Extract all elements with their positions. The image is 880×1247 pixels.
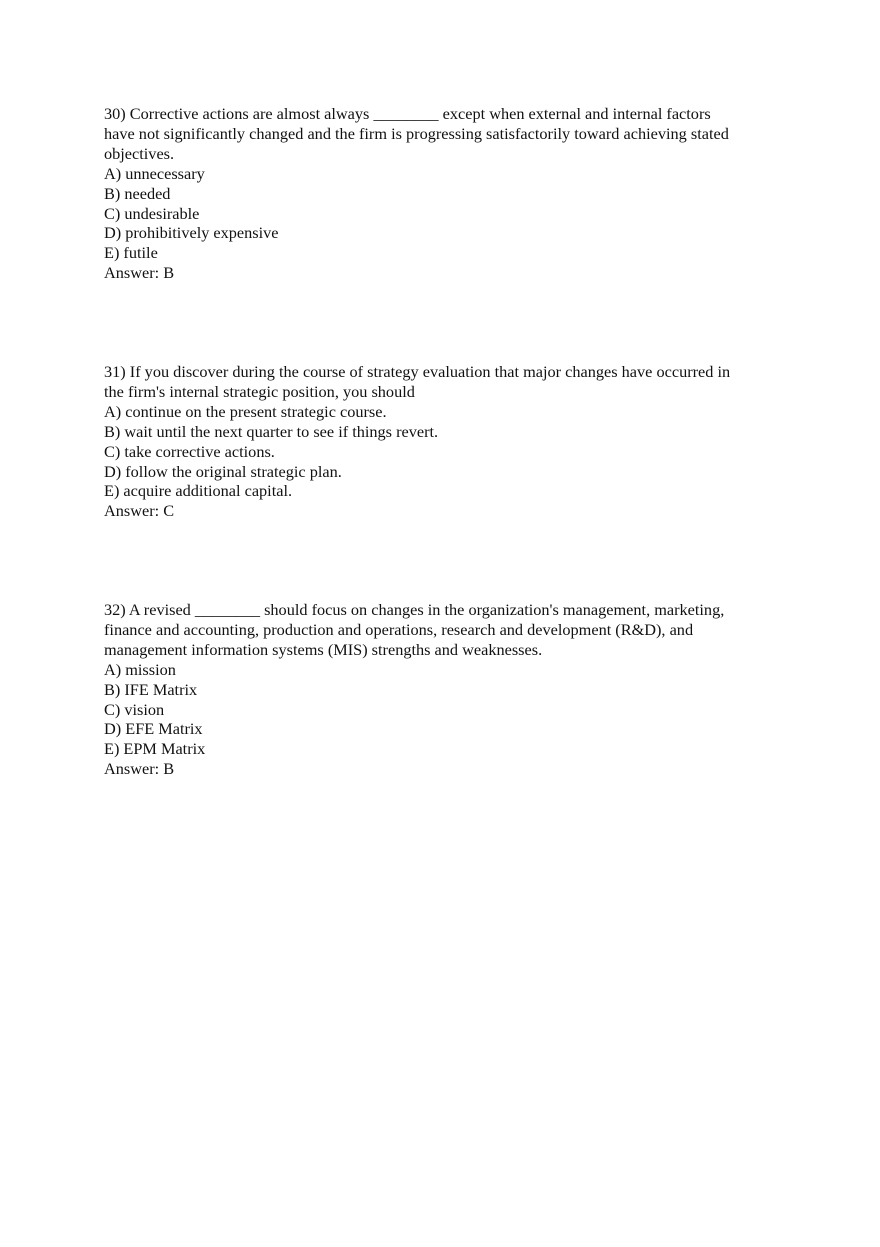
question-stem-line: 31) If you discover during the course of strategy evaluation that major changes have occurred in xyxy=(104,362,731,381)
question-32 xyxy=(104,600,784,779)
answer-option-c: C) take corrective actions. xyxy=(104,441,275,461)
question-30 xyxy=(104,104,784,283)
question-stem-line: management information systems (MIS) strengths and weaknesses. xyxy=(104,639,543,659)
question-stem-line: the firm's internal strategic position, you should xyxy=(104,381,415,401)
answer-option-c: C) undesirable xyxy=(104,203,200,223)
answer-option-e: E) acquire additional capital. xyxy=(104,481,293,501)
answer-option-c: C) vision xyxy=(104,699,165,719)
correct-answer: Answer: C xyxy=(104,501,175,521)
correct-answer: Answer: B xyxy=(104,263,175,283)
answer-option-b: B) wait until the next quarter to see if things revert. xyxy=(104,421,439,441)
question-stem-line: 32) A revised ________ should focus on changes in the organization's management, marketing, xyxy=(104,600,725,619)
answer-option-a: A) unnecessary xyxy=(104,163,205,183)
question-stem-line: have not significantly changed and the firm is progressing satisfactorily toward achieving stated xyxy=(104,123,729,143)
answer-option-e: E) EPM Matrix xyxy=(104,739,206,759)
question-stem-line: 30) Corrective actions are almost always ________ except when external and internal factors xyxy=(104,104,711,123)
answer-option-b: B) IFE Matrix xyxy=(104,679,198,699)
answer-option-d: D) prohibitively expensive xyxy=(104,223,279,243)
question-stem-line: objectives. xyxy=(104,143,175,163)
answer-option-e: E) futile xyxy=(104,243,158,263)
answer-option-d: D) EFE Matrix xyxy=(104,719,203,739)
correct-answer: Answer: B xyxy=(104,759,175,779)
question-stem-line: finance and accounting, production and operations, research and development (R&D), and xyxy=(104,619,694,639)
question-31 xyxy=(104,362,784,521)
answer-option-b: B) needed xyxy=(104,183,171,203)
answer-option-d: D) follow the original strategic plan. xyxy=(104,461,342,481)
answer-option-a: A) continue on the present strategic course. xyxy=(104,401,387,421)
answer-option-a: A) mission xyxy=(104,659,176,679)
